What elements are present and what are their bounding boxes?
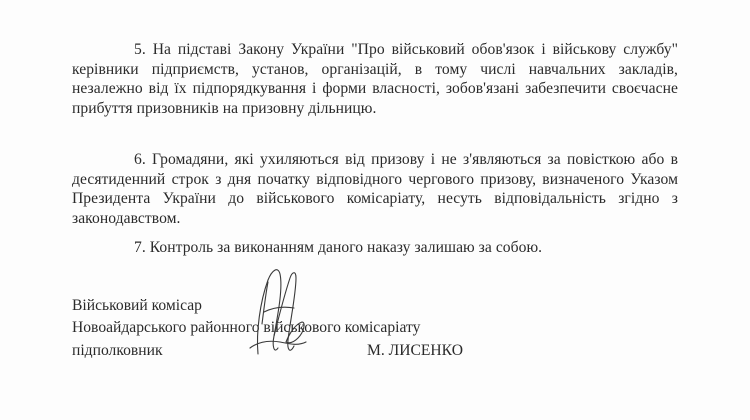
paragraph-7: 7. Контроль за виконанням даного наказу залишаю за собою.: [134, 239, 543, 256]
signatory-role: Військовий комісар: [72, 297, 202, 314]
paragraph-5: 5. На підставі Закону України "Про військовий обов'язок і військову службу" керівники підприємств, установ, організацій, в тому числі навчальних закладів, незалежно від їх підпорядкування і форми власності, зобов'язані забезпечити своєчасне прибуття призовників на призовну дільницю.: [72, 41, 678, 117]
handwritten-signature-icon: [228, 262, 318, 362]
signatory-name: М. ЛИСЕНКО: [367, 342, 463, 359]
signatory-organization: Новоайдарського районного військового комісаріату: [72, 319, 421, 336]
paragraph-6: 6. Громадяни, які ухиляються від призову і не з'являються за повісткою або в десятиденний строк з дня початку відповідного чергового призову, визначеного Указом Президента України до військового комісаріату, несуть відповідальність згідно з законодавством.: [72, 151, 678, 227]
signatory-rank: підполковник: [72, 342, 163, 359]
